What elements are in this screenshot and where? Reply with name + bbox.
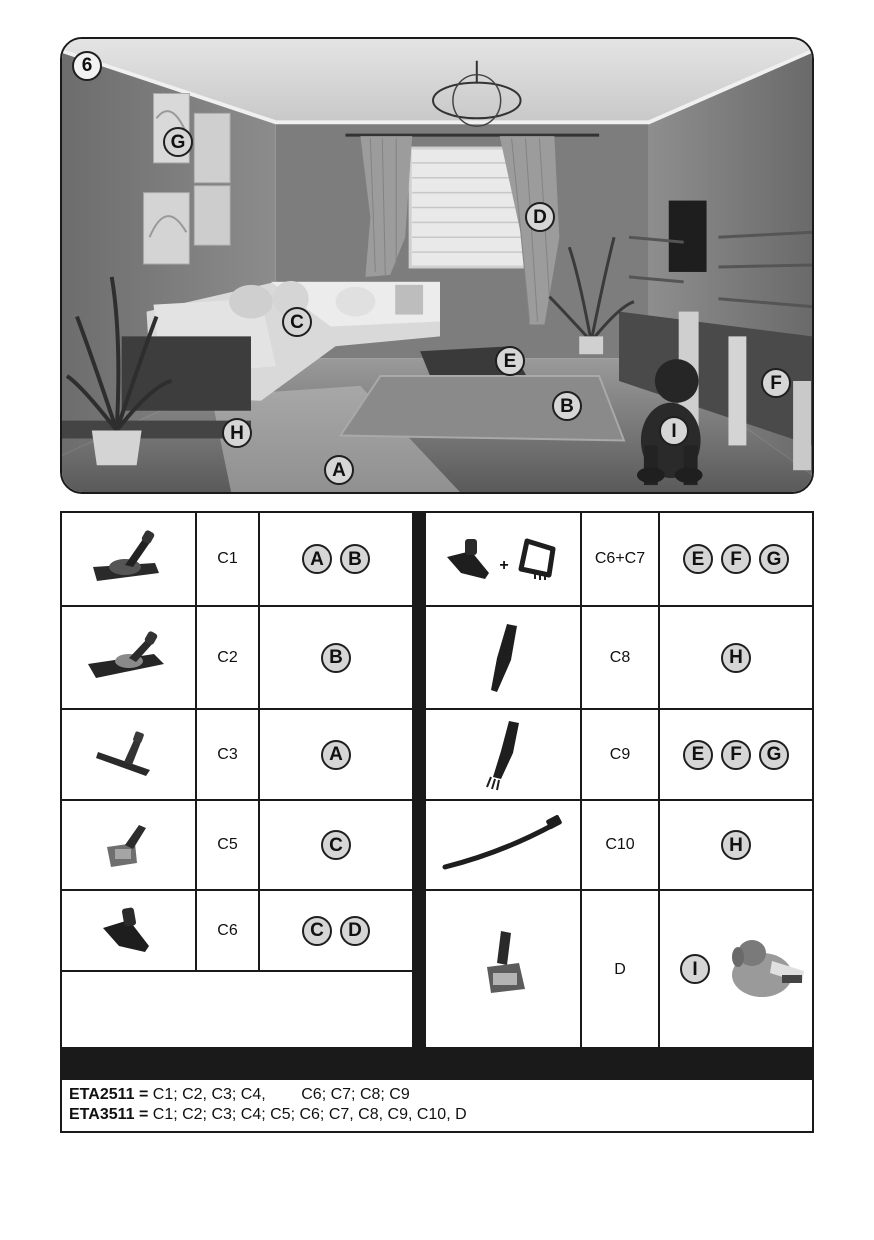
room-badge: H: [721, 830, 751, 860]
flexible-crevice-tool-icon: [441, 815, 565, 875]
room-badge: C: [321, 830, 351, 860]
tool-cell: [426, 513, 580, 605]
room-cell: [260, 607, 412, 708]
model-row: [69, 1085, 467, 1105]
table-footer-bar: [62, 1047, 812, 1080]
tool-code: C3: [217, 745, 238, 763]
living-room-illustration: [60, 37, 814, 494]
room-label-g: G: [163, 127, 193, 157]
table-divider: [412, 513, 426, 1049]
tool-cell: [62, 607, 195, 708]
room-label-c: C: [282, 307, 312, 337]
room-label-h: H: [222, 418, 252, 448]
tool-cell: [62, 710, 195, 799]
figure-number: 6: [72, 51, 102, 81]
room-badge: A: [321, 740, 351, 770]
tool-code: C6: [217, 921, 238, 939]
room-badge: D: [340, 916, 370, 946]
room-label-f: F: [761, 368, 791, 398]
tool-code: C1: [217, 550, 238, 567]
tool-code: C6+C7: [594, 550, 646, 567]
model-list: [69, 1085, 467, 1125]
room-badge: E: [683, 740, 713, 770]
room-badge: H: [721, 643, 751, 673]
plus-sign: +: [499, 557, 509, 574]
room-label-d: D: [525, 202, 555, 232]
room-cell: [660, 801, 812, 889]
model-name: ETA3511 =: [69, 1106, 149, 1123]
room-badge: A: [302, 544, 332, 574]
room-badge: I: [680, 954, 710, 984]
room-cell: [260, 513, 412, 605]
room-label-e: E: [495, 346, 525, 376]
pet-brush-icon: [473, 929, 533, 1009]
tool-code: C9: [609, 745, 631, 763]
room-label-a: A: [324, 455, 354, 485]
room-cell: [660, 607, 812, 708]
model-row: [69, 1105, 467, 1125]
room-label-i: I: [659, 416, 689, 446]
turbo-floor-brush-icon: [89, 529, 169, 589]
room-badge: B: [321, 643, 351, 673]
room-cell: [660, 891, 812, 1047]
room-scene: [62, 39, 812, 492]
tool-code: D: [614, 961, 626, 978]
room-cell: [660, 513, 812, 605]
tool-cell: [62, 801, 195, 889]
room-cell: [260, 891, 412, 970]
room-badge: G: [759, 740, 789, 770]
tool-cell: [62, 513, 195, 605]
upholstery-nozzle-icon: [99, 906, 159, 956]
room-badge: E: [683, 544, 713, 574]
brush-crevice-tool-icon: [481, 719, 525, 791]
tool-cell: [62, 891, 195, 970]
tool-cell: [426, 801, 580, 889]
tool-cell: [426, 891, 580, 1047]
accessory-table: [60, 511, 814, 1133]
parquet-nozzle-icon: [94, 730, 164, 780]
room-cell: [660, 710, 812, 799]
nozzle-with-brush-insert-icon: [445, 535, 560, 583]
mini-turbo-brush-icon: [101, 817, 157, 873]
model-accessories: C1; C2, C3; C4, C6; C7; C8; C9: [148, 1086, 410, 1103]
tool-code: C5: [217, 836, 238, 853]
tool-code: C10: [605, 836, 635, 853]
tool-cell: [426, 710, 580, 799]
room-badge: G: [759, 544, 789, 574]
turbo-brush-icon: [84, 628, 174, 688]
room-cell: [260, 801, 412, 889]
room-label-b: B: [552, 391, 582, 421]
crevice-tool-icon: [483, 620, 523, 696]
room-badge: F: [721, 740, 751, 770]
tool-code: C8: [609, 648, 631, 666]
room-cell: [260, 710, 412, 799]
room-badge: F: [721, 544, 751, 574]
tool-cell: [426, 607, 580, 708]
model-name: ETA2511 =: [69, 1086, 149, 1103]
room-badge: C: [302, 916, 332, 946]
tool-code: C2: [217, 648, 238, 666]
model-accessories: C1; C2; C3; C4; C5; C6; C7, C8, C9, C10, D: [148, 1106, 467, 1123]
pet-grooming-photo-icon: [722, 931, 806, 1008]
room-badge: B: [340, 544, 370, 574]
